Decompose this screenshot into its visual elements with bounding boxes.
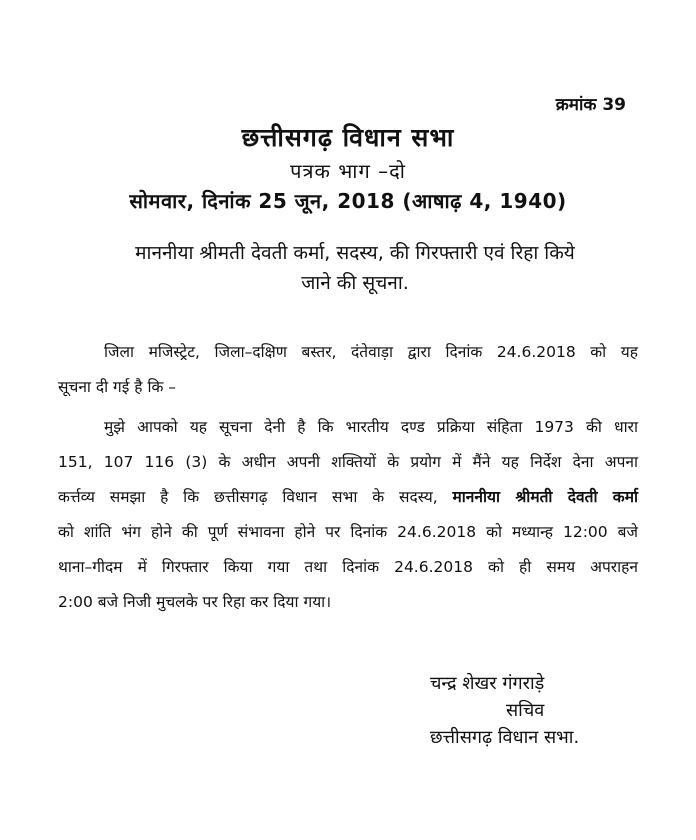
serial-number: क्रमांक 39 — [555, 95, 626, 115]
paragraph-2-line-2: 151, 107 116 (3) के अधीन अपनी शक्तियों के प्रयोग में मैंने यह निर्देश देना अपना — [58, 453, 638, 471]
paragraph-1 — [58, 335, 638, 405]
paragraph-1-line-1: जिला मजिस्ट्रेट, जिला–दक्षिण बस्तर, दंतेवाड़ा द्वारा दिनांक 24.6.2018 को यह — [104, 343, 638, 361]
subject-line-1: माननीया श्रीमती देवती कर्मा, सदस्य, की गिरफ्तारी एवं रिहा किये — [135, 242, 575, 264]
signatory-designation: सचिव — [506, 700, 545, 721]
document-subtitle: पत्रक भाग –दो — [290, 159, 406, 183]
paragraph-2-line-5: थाना–गीदम में गिरफ्तार किया गया तथा दिनांक 24.6.2018 को ही समय अपराहन — [58, 558, 638, 576]
member-name-bold: माननीया श्रीमती देवती कर्मा — [452, 488, 638, 506]
paragraph-2-line-6: 2:00 बजे निजी मुचलके पर रिहा कर दिया गया। — [58, 593, 332, 611]
subject-heading — [60, 238, 650, 298]
paragraph-2-line-1: मुझे आपको यह सूचना देनी है कि भारतीय दण्ड प्रक्रिया संहिता 1973 की धारा — [104, 418, 638, 436]
signatory-office: छत्तीसगढ़ विधान सभा. — [430, 727, 580, 748]
paragraph-2 — [58, 410, 638, 620]
paragraph-2-line-3-text: कर्त्तव्य समझा है कि छत्तीसगढ़ विधान सभा के सदस्य, — [58, 488, 453, 506]
paragraph-2-line-3 — [58, 480, 638, 515]
paragraph-1-line-2: सूचना दी गई है कि – — [58, 378, 177, 396]
subject-line-2: जाने की सूचना. — [301, 272, 409, 294]
signatory-name: चन्द्र शेखर गंगराड़े — [430, 673, 545, 694]
document-date: सोमवार, दिनांक 25 जून, 2018 (आषाढ़ 4, 1940) — [129, 189, 567, 213]
signature-block — [430, 670, 650, 751]
paragraph-2-line-4: को शांति भंग होने की पूर्ण संभावना होने पर दिनांक 24.6.2018 को मध्यान्ह 12:00 बजे — [58, 523, 638, 541]
document-title: छत्तीसगढ़ विधान सभा — [241, 123, 455, 152]
